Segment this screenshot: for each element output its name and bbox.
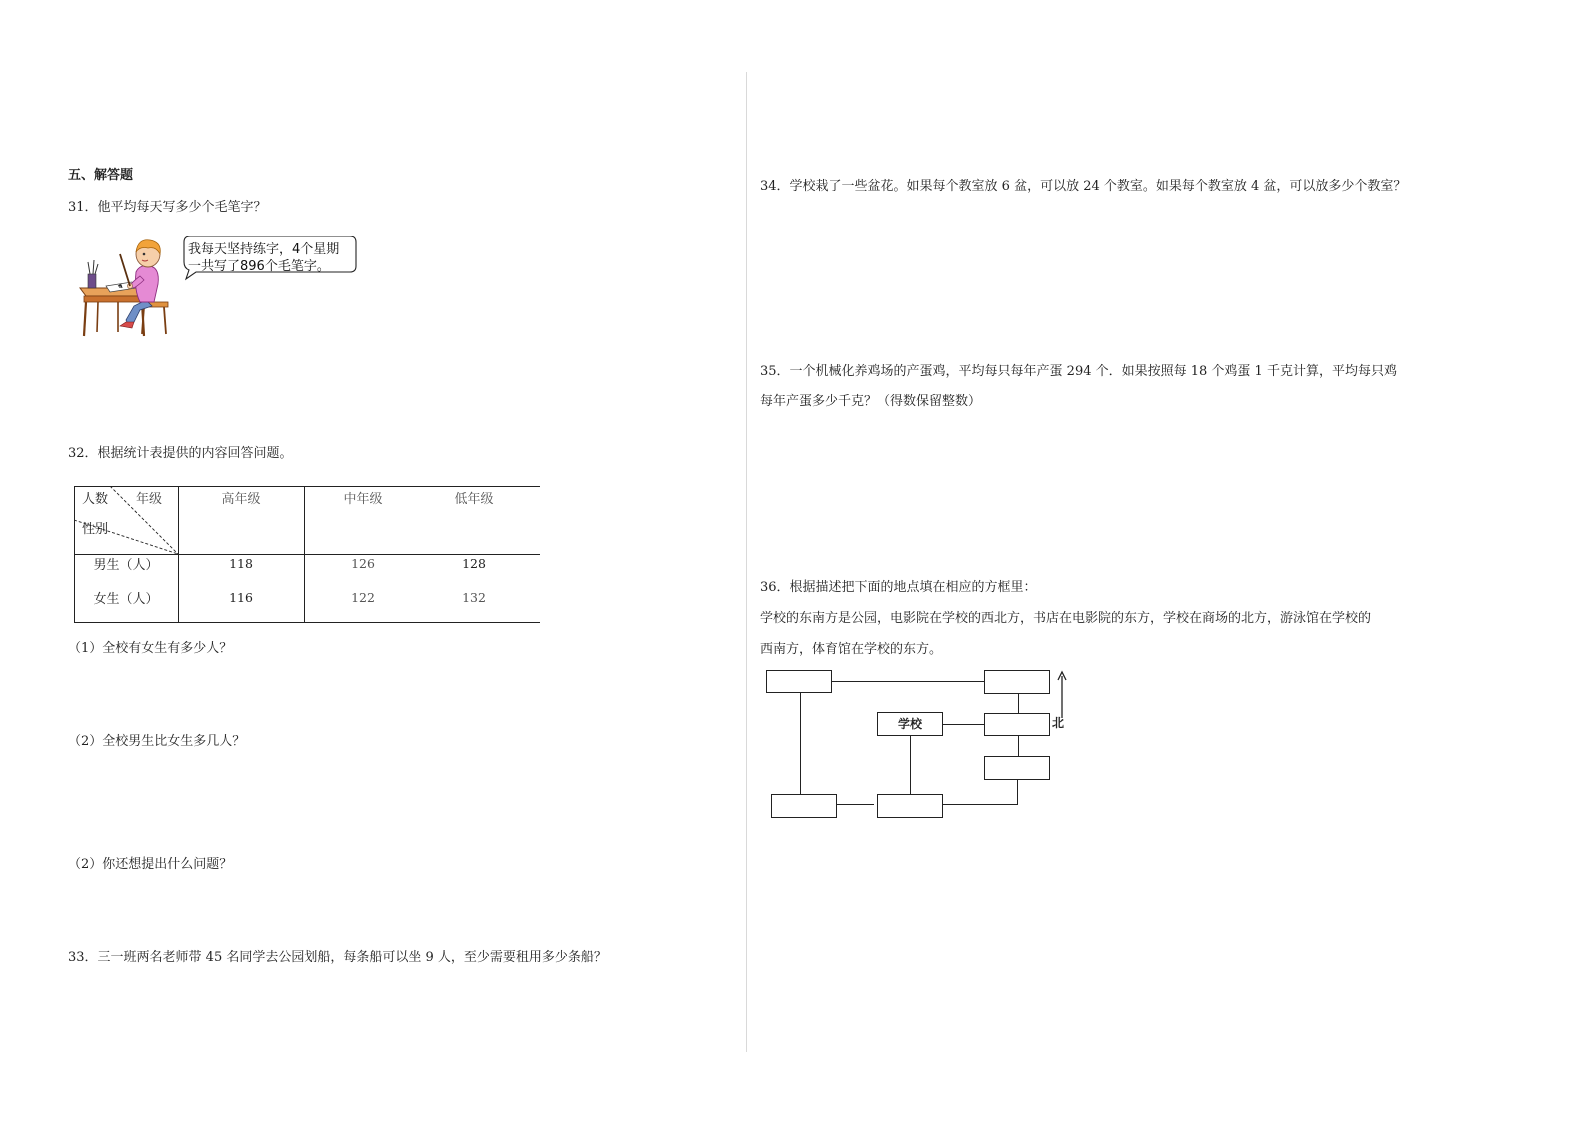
blank-box-southeast-upper[interactable] bbox=[984, 756, 1050, 780]
table-cell: 128 bbox=[462, 556, 486, 571]
corner-label-grade: 年级 bbox=[136, 492, 163, 507]
row-label-girls: 女生（人） bbox=[93, 592, 159, 607]
question-32-sub-1: （1）全校有女生有多少人？ bbox=[68, 641, 233, 656]
question-34: 34．学校栽了一些盆花。如果每个教室放 6 盆，可以放 24 个教室。如果每个教室放 4 盆，可以放多少个教室？ bbox=[760, 179, 1407, 194]
row-label-boys: 男生（人） bbox=[93, 558, 159, 573]
question-35-line2: 每年产蛋多少千克？（得数保留整数） bbox=[760, 394, 982, 409]
north-label: 北 bbox=[1052, 716, 1065, 730]
column-header-middle: 中年级 bbox=[343, 492, 383, 507]
question-31: 31．他平均每天写多少个毛笔字？ bbox=[68, 200, 267, 215]
question-36-desc-line2: 西南方，体育馆在学校的东方。 bbox=[760, 642, 943, 657]
question-36: 36．根据描述把下面的地点填在相应的方框里： bbox=[760, 580, 1037, 595]
corner-label-gender: 性别 bbox=[82, 522, 109, 537]
blank-box-southwest[interactable] bbox=[771, 794, 837, 818]
column-header-senior: 高年级 bbox=[221, 492, 261, 507]
blank-box-northwest[interactable] bbox=[766, 670, 832, 693]
school-box: 学校 bbox=[877, 712, 943, 736]
question-35-line1: 35．一个机械化养鸡场的产蛋鸡，平均每只每年产蛋 294 个．如果按照每 18 个鸡蛋 1 千克计算，平均每只鸡 bbox=[760, 364, 1397, 379]
table-cell: 122 bbox=[351, 590, 375, 605]
section-title: 五、解答题 bbox=[68, 168, 134, 183]
speech-text-line2: 一共写了896个毛笔字。 bbox=[188, 259, 330, 274]
blank-box-east[interactable] bbox=[984, 713, 1050, 736]
table-cell: 116 bbox=[229, 590, 253, 605]
calligraphy-boy-illustration bbox=[76, 236, 366, 346]
location-map-diagram bbox=[766, 676, 1096, 838]
speech-text-line1: 我每天坚持练字，4个星期 bbox=[188, 242, 340, 257]
table-cell: 118 bbox=[229, 556, 253, 571]
corner-label-count: 人数 bbox=[82, 492, 109, 507]
blank-box-south[interactable] bbox=[877, 794, 943, 818]
column-header-junior: 低年级 bbox=[454, 492, 494, 507]
north-arrow-icon bbox=[1054, 670, 1070, 720]
page-divider bbox=[746, 72, 747, 1052]
question-36-desc-line1: 学校的东南方是公园，电影院在学校的西北方，书店在电影院的东方，学校在商场的北方，游泳馆在学校的 bbox=[760, 611, 1372, 626]
question-32: 32．根据统计表提供的内容回答问题。 bbox=[68, 446, 293, 461]
table-cell: 126 bbox=[351, 556, 375, 571]
table-cell: 132 bbox=[462, 590, 486, 605]
question-32-sub-3: （2）你还想提出什么问题？ bbox=[68, 857, 233, 872]
question-33: 33．三一班两名老师带 45 名同学去公园划船，每条船可以坐 9 人，至少需要租用多少条船？ bbox=[68, 950, 607, 965]
statistics-table bbox=[74, 486, 540, 624]
question-32-sub-2: （2）全校男生比女生多几人？ bbox=[68, 734, 246, 749]
blank-box-north[interactable] bbox=[984, 670, 1050, 694]
